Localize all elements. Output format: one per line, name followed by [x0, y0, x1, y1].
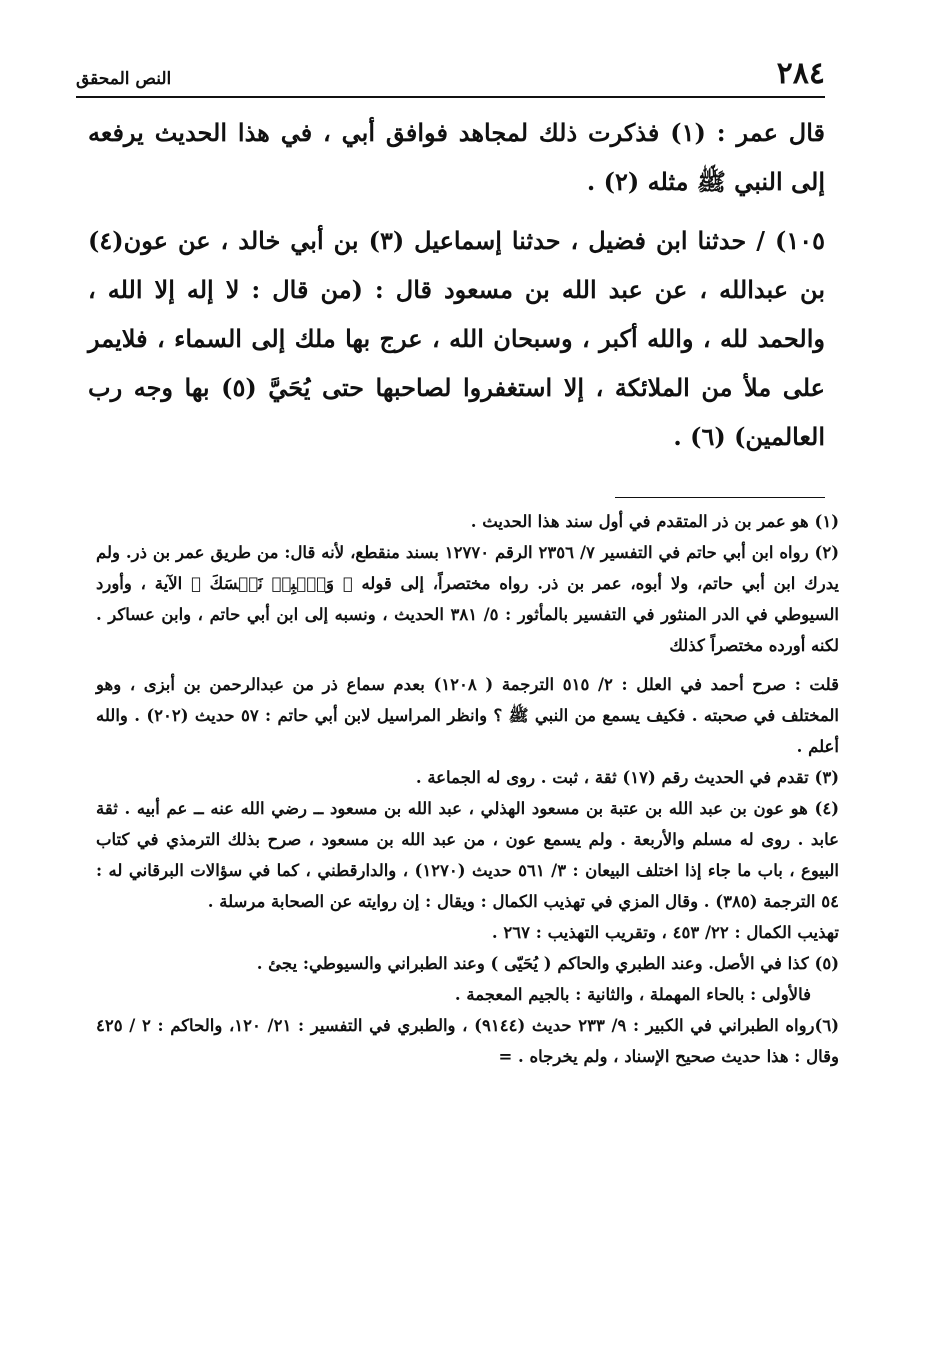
footnote-3: (٣) تقدم في الحديث رقم (١٧) ثقة ، ثبت . روى له الجماعة . — [415, 768, 839, 787]
page-number: ٢٨٤ — [776, 56, 825, 91]
page-header — [76, 54, 825, 98]
footnote-separator — [615, 497, 825, 498]
footnote-2-continuation: قلت : صرح أحمد في العلل : ٢/ ٥١٥ الترجمة ( ١٢٠٨) بعدم سماع ذر من عبدالرحمن بن أبزى ، وهو المختلف في صحبته . فكيف يسمع من النبي ﷺ ؟ وانظر المراسيل لابن أبي حاتم : ٥٧ حديث (٢٠٢) . والله أعلم . — [96, 675, 840, 756]
footnotes — [96, 506, 839, 1072]
paragraph-1: قال عمر : (١) فذكرت ذلك لمجاهد فوافق أبي ، في هذا الحديث يرفعه إلى النبي ﷺ مثله (٢) . — [88, 118, 825, 196]
footnote-2: (٢) رواه ابن أبي حاتم في التفسير ٧/ ٢٣٥٦ الرقم ١٢٧٧٠ بسند منقطع، لأنه قال: من طريق عمر بن ذر. ولم يدرك ابن أبي حاتم، ولا أبوه، عمر بن ذر. رواه مختصراً، إلى قوله ﴿ وَٱصۡبِرۡ نَفۡسَكَ ﴾ الآية ، وأورد السيوطي في الدر المنثور في التفسير بالمأثور : ٥/ ٣٨١ الحديث ، ونسبه إلى ابن أبي حاتم ، وابن عساكر . لكنه أورده مختصراً كذلك — [96, 543, 839, 655]
footnote-5-continuation: فالأولى : بالحاء المهملة ، والثانية : بالجيم المعجمة . — [454, 985, 811, 1004]
running-title: النص المحقق — [76, 69, 172, 89]
footnote-1: (١) هو عمر بن ذر المتقدم في أول سند هذا الحديث . — [470, 512, 839, 531]
footnote-4: (٤) هو عون بن عبد الله بن عتبة بن مسعود الهذلي ، عبد الله بن مسعود ــ رضي الله عنه ــ عم أبيه . ثقة عابد . روى له مسلم والأربعة . ولم يسمع عون ، من عبد الله بن مسعود ، صرح بذلك الترمذي في كتاب البيوع ، باب ما جاء إذا اختلف البيعان : ٣/ ٥٦١ حديث (١٢٧٠) ، والدارقطني ، كما في سؤالات البرقاني له : ٥٤ الترجمة (٣٨٥) . وقال المزي في تهذيب الكمال : ويقال : إن روايته عن الصحابة مرسلة . — [96, 799, 839, 911]
paragraph-hadith-105: ١٠٥) / حدثنا ابن فضيل ، حدثنا إسماعيل (٣) بن أبي خالد ، عن عون(٤) بن عبدالله ، عن عبد الله بن مسعود قال : (من قال : لا إله إلا الله ، والحمد لله ، والله أكبر ، وسبحان الله ، عرج بها ملك إلى السماء ، فلايمر على ملأ من الملائكة ، إلا استغفروا لصاحبها حتى يُحَيَّ (٥) بها وجه رب العالمين) (٦) . — [88, 226, 825, 451]
main-text — [88, 108, 825, 461]
footnote-6: (٦)رواه الطبراني في الكبير : ٩/ ٢٣٣ حديث (٩١٤٤) ، والطبري في التفسير : ٢١/ ١٢٠، والحاكم : ٢ / ٤٢٥ وقال : هذا حديث صحيح الإسناد ، ولم يخرجاه . = — [96, 1016, 839, 1066]
footnote-4-references: تهذيب الكمال : ٢٢/ ٤٥٣ ، وتقريب التهذيب : ٢٦٧ . — [491, 923, 839, 942]
footnote-5: (٥) كذا في الأصل. وعند الطبري والحاكم ( يُحَيّى ) وعند الطبراني والسيوطي: يجئ . — [256, 954, 839, 973]
